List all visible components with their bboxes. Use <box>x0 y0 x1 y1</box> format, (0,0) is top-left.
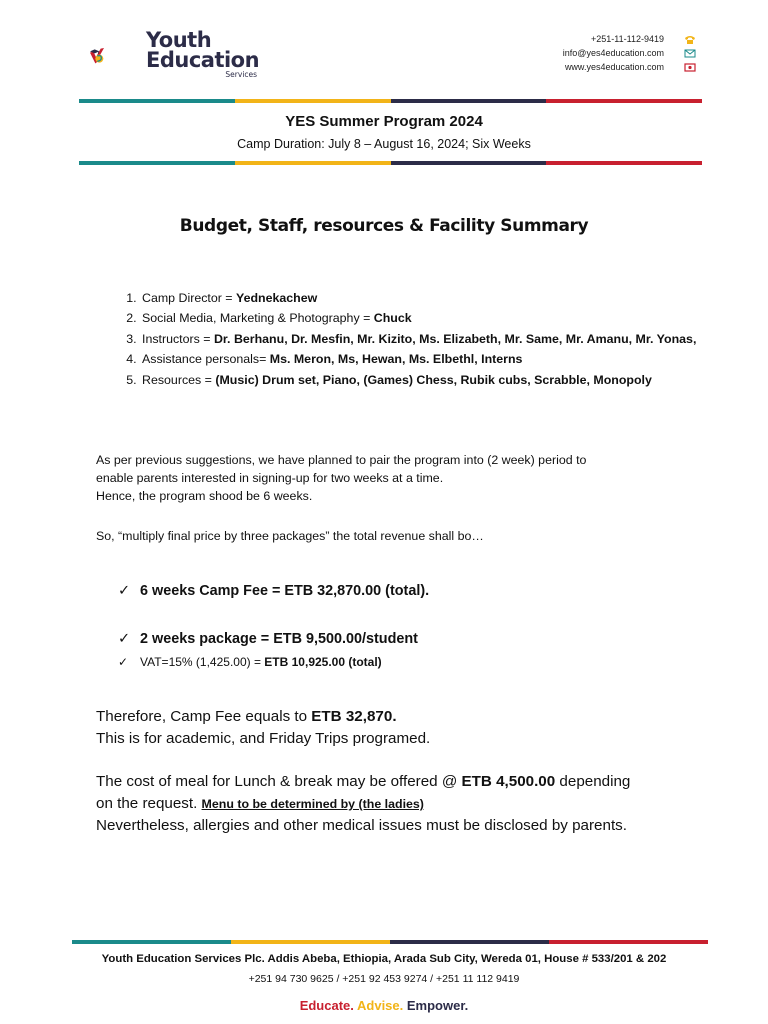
summary-heading: Budget, Staff, resources & Facility Summary <box>179 216 589 236</box>
contact-email[interactable]: info@yes4education.com <box>562 48 664 58</box>
list-item: 3. Instructors = Dr. Berhanu, Dr. Mesfin, Mr. Kizito, Ms. Elizabeth, Mr. Same, Mr. Amanu, Mr. Yonas, <box>140 329 700 349</box>
contact-phone: +251-11-112-9419 <box>591 34 664 44</box>
web-icon <box>684 62 696 73</box>
logo-line1: Youth <box>146 28 212 52</box>
list-item: 2. Social Media, Marketing & Photography = Chuck <box>140 308 700 328</box>
header-color-bar-bottom <box>79 161 702 165</box>
contact-website[interactable]: www.yes4education.com <box>564 62 664 72</box>
program-subtitle: Camp Duration: July 8 – August 16, 2024; Six Weeks <box>237 137 531 151</box>
contact-block <box>563 32 664 74</box>
program-title: YES Summer Program 2024 <box>285 113 483 130</box>
logo-line3: Services <box>225 70 258 79</box>
checkmark-icon: ✓ <box>118 655 129 669</box>
revenue-paragraph: So, “multiply final price by three packages” the total revenue shall bo… <box>96 529 484 543</box>
check-item-camp-fee: ✓ 6 weeks Camp Fee = ETB 32,870.00 (total). <box>118 583 430 599</box>
logo-graphic <box>88 28 148 84</box>
checkmark-icon: ✓ <box>118 583 131 599</box>
list-item: 5. Resources = (Music) Drum set, Piano, (Games) Chess, Rubik cubs, Scrabble, Monopoly <box>140 370 700 390</box>
therefore-paragraph: Therefore, Camp Fee equals to ETB 32,870. This is for academic, and Friday Trips programed. <box>96 708 431 747</box>
checkmark-icon: ✓ <box>118 631 131 647</box>
list-item: 1. Camp Director = Yednekachew <box>140 288 700 308</box>
paragraph-line: As per previous suggestions, we have planned to pair the program into (2 week) period to <box>96 453 587 467</box>
check-item-package: ✓ 2 weeks package = ETB 9,500.00/student <box>118 631 418 647</box>
menu-note: Menu to be determined by (the ladies) <box>201 797 424 811</box>
pairing-paragraph <box>96 451 676 505</box>
list-item: 4. Assistance personals= Ms. Meron, Ms, Hewan, Ms. Elbethl, Interns <box>140 349 700 369</box>
logo-text <box>146 30 259 79</box>
logo-line2: Education <box>146 48 260 72</box>
header-color-bar-top <box>79 99 702 103</box>
footer-phones: +251 94 730 9625 / +251 92 453 9274 / +251 11 112 9419 <box>248 973 520 985</box>
meal-paragraph: The cost of meal for Lunch & break may be offered @ ETB 4,500.00 depending on the request. Menu to be determined by (the ladies) Nevertheless, allergies and other medical issues must be disclosed by parents. <box>96 773 631 834</box>
footer-color-bar <box>72 940 708 944</box>
paragraph-line: Hence, the program shood be 6 weeks. <box>96 489 313 503</box>
footer-slogan: Educate. Advise. Empower. <box>299 998 469 1013</box>
phone-icon <box>684 34 696 45</box>
mail-icon <box>684 48 696 59</box>
paragraph-line: enable parents interested in signing-up for two weeks at a time. <box>96 471 444 485</box>
footer-address: Youth Education Services Plc. Addis Abeba, Ethiopia, Arada Sub City, Wereda 01, House # 533/201 & 202 <box>101 953 667 965</box>
staff-list <box>96 288 700 390</box>
check-item-vat: ✓ VAT=15% (1,425.00) = ETB 10,925.00 (total) <box>118 655 382 669</box>
